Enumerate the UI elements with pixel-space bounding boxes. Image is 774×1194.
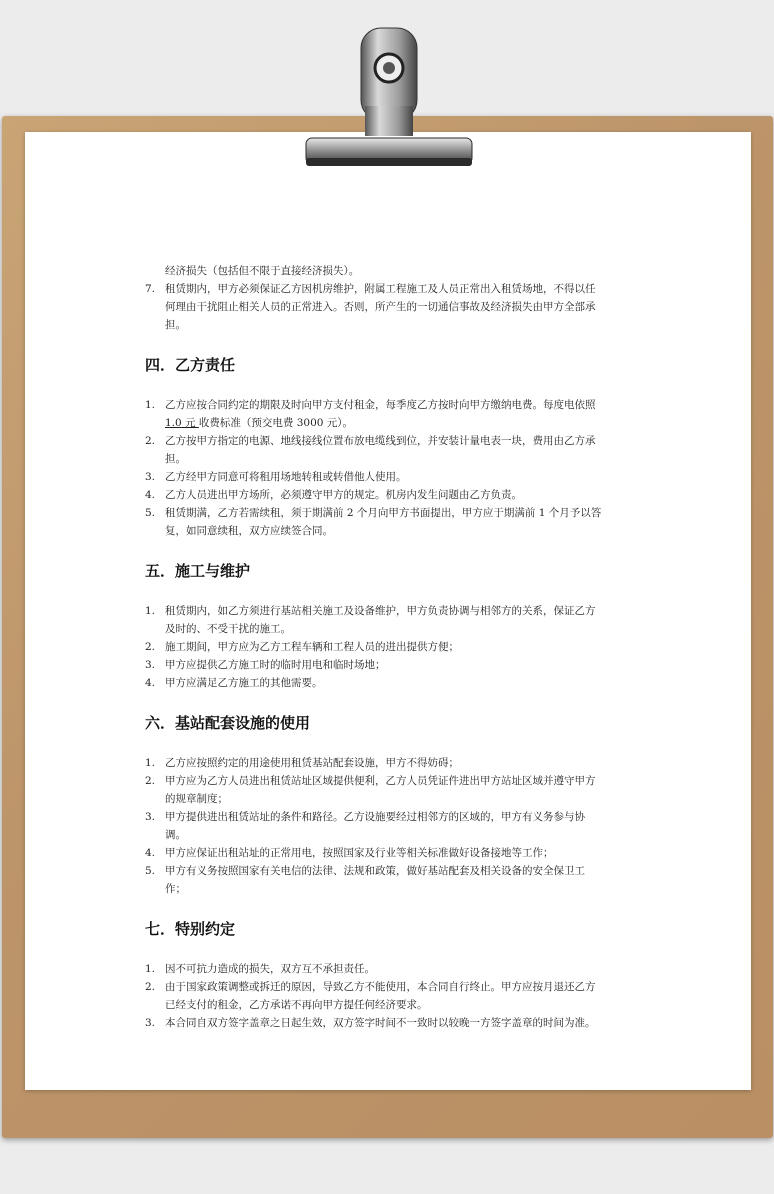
list-item	[145, 432, 605, 468]
list-item	[145, 978, 605, 1014]
section-heading-4: 四．乙方责任	[145, 356, 236, 374]
item-number: 5.	[145, 507, 156, 519]
item-number: 1.	[145, 605, 156, 617]
list-item	[145, 754, 605, 772]
list-item	[145, 504, 605, 540]
item-number: 3.	[145, 659, 156, 671]
item-number: 3.	[145, 811, 156, 823]
item-number: 2.	[145, 435, 156, 447]
item-text: 乙方应按照约定的用途使用租赁基站配套设施，甲方不得妨碍；	[165, 757, 459, 769]
list-item	[145, 486, 605, 504]
item-text: 租赁期满，乙方若需续租，须于期满前 2 个月向甲方书面提出，甲方应于期满前 1 个月予以答复，如同意续租，双方应续签合同。	[165, 507, 602, 537]
item-text: 收费标准（预交电费 3000 元）。	[198, 417, 354, 429]
item-text: 租赁期内，如乙方须进行基站相关施工及设备维护，甲方负责协调与相邻方的关系，保证乙方及时的、不受干扰的施工。	[165, 605, 596, 635]
list-item	[145, 280, 605, 334]
item-text: 因不可抗力造成的损失，双方互不承担责任。	[165, 963, 375, 975]
item-number: 2.	[145, 641, 156, 653]
item-text: 乙方经甲方同意可将租用场地转租或转借他人使用。	[165, 471, 407, 483]
item-number: 4.	[145, 847, 156, 859]
list-item	[145, 960, 605, 978]
item-text: 乙方应按合同约定的期限及时向甲方支付租金，每季度乙方按时向甲方缴纳电费。每度电依照	[165, 399, 596, 411]
item-number: 2.	[145, 981, 156, 993]
list-item	[145, 602, 605, 638]
section-heading-7: 七．特别约定	[145, 920, 236, 938]
item-text: 由于国家政策调整或拆迁的原因，导致乙方不能使用，本合同自行终止。甲方应按月退还乙方已经支付的租金，乙方承诺不再向甲方提任何经济要求。	[165, 981, 596, 1011]
item-text: 甲方应保证出租站址的正常用电，按照国家及行业等相关标准做好设备接地等工作；	[165, 847, 554, 859]
section-4-list	[145, 396, 605, 540]
list-item	[145, 638, 605, 656]
section-6-list	[145, 754, 605, 898]
item-number: 5.	[145, 865, 156, 877]
item-text: 甲方应提供乙方施工时的临时用电和临时场地；	[165, 659, 386, 671]
fill-blank-value: 1.0 元	[165, 417, 199, 429]
section-heading-5: 五．施工与维护	[145, 562, 251, 580]
list-item: 1. 乙方应按合同约定的期限及时向甲方支付租金，每季度乙方按时向甲方缴纳电费。每度电依照 1.0 元 收费标准（预交电费 3000 元）。	[145, 399, 596, 429]
item-text: 乙方按甲方指定的电源、地线接线位置布放电缆线到位，并安装计量电表一块，费用由乙方承担。	[165, 435, 596, 465]
list-item	[145, 468, 605, 486]
section-heading-6: 六．基站配套设施的使用	[145, 714, 311, 732]
list-item	[145, 808, 605, 844]
list-item	[145, 656, 605, 674]
item-text: 甲方有义务按照国家有关电信的法律、法规和政策，做好基站配套及相关设备的安全保卫工作；	[165, 865, 585, 895]
section-5-list	[145, 602, 605, 692]
section-7-list	[145, 960, 605, 1032]
document-body	[145, 262, 605, 1032]
binder-clip-icon	[298, 26, 478, 176]
list-item	[145, 772, 605, 808]
item-text: 甲方应为乙方人员进出租赁站址区域提供便利，乙方人员凭证件进出甲方站址区域并遵守甲方的规章制度；	[165, 775, 596, 805]
item-text: 甲方提供进出租赁站址的条件和路径。乙方设施要经过相邻方的区域的，甲方有义务参与协调。	[165, 811, 585, 841]
item-number: 2.	[145, 775, 156, 787]
item-text: 乙方人员进出甲方场所，必须遵守甲方的规定。机房内发生问题由乙方负责。	[165, 489, 522, 501]
item-text: 甲方应满足乙方施工的其他需要。	[165, 677, 323, 689]
item-number: 1.	[145, 963, 156, 975]
item-number: 3.	[145, 471, 156, 483]
item-number: 4.	[145, 489, 156, 501]
list-item	[145, 1014, 605, 1032]
list-item	[145, 844, 605, 862]
item-number: 4.	[145, 677, 156, 689]
item-text: 本合同自双方签字盖章之日起生效，双方签字时间不一致时以较晚一方签字盖章的时间为准。	[165, 1017, 596, 1029]
item-number: 1.	[145, 757, 156, 769]
continued-line: 经济损失（包括但不限于直接经济损失）。	[165, 265, 360, 277]
item-number: 7.	[145, 283, 156, 295]
item-text: 租赁期内，甲方必须保证乙方因机房维护，附属工程施工及人员正常出入租赁场地，不得以任何理由干扰阻止相关人员的正常进入。否则，所产生的一切通信事故及经济损失由甲方全部承担。	[165, 283, 596, 331]
list-item	[145, 674, 605, 692]
list-item	[145, 862, 605, 898]
item-text: 施工期间，甲方应为乙方工程车辆和工程人员的进出提供方便；	[165, 641, 459, 653]
item-number: 3.	[145, 1017, 156, 1029]
